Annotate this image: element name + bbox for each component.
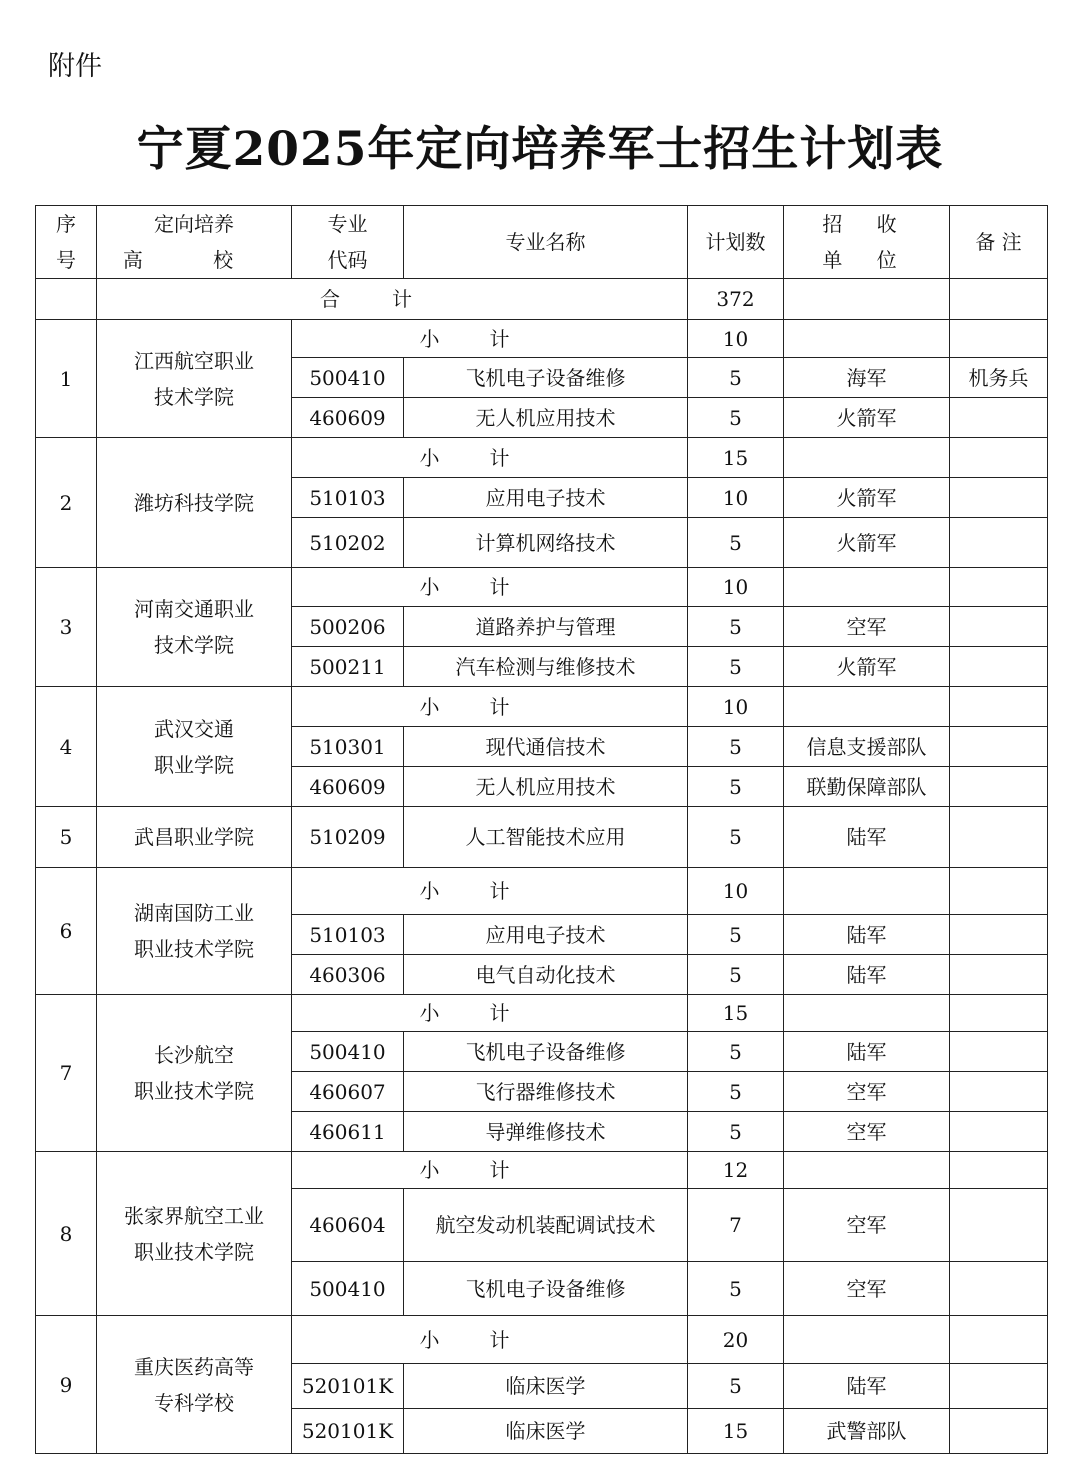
recruiting-unit: 火箭军: [784, 647, 950, 687]
plan-count: 5: [688, 358, 784, 398]
subtotal-remark-cell: [950, 868, 1048, 915]
subtotal-unit-cell: [784, 568, 950, 607]
school-name: 长沙航空 职业技术学院: [97, 995, 292, 1152]
school-name: 湖南国防工业 职业技术学院: [97, 868, 292, 995]
remark: [950, 1189, 1048, 1262]
plan-count: 5: [688, 1364, 784, 1409]
total-remark-cell: [950, 279, 1048, 320]
plan-count: 5: [688, 1032, 784, 1072]
subtotal-unit-cell: [784, 868, 950, 915]
school-seq: 9: [36, 1316, 97, 1454]
major-code: 520101K: [292, 1364, 404, 1409]
remark: [950, 767, 1048, 807]
major-code: 460306: [292, 955, 404, 995]
subtotal-unit-cell: [784, 995, 950, 1032]
recruiting-unit: 信息支援部队: [784, 727, 950, 767]
subtotal-unit-cell: [784, 438, 950, 478]
major-code: 500410: [292, 1262, 404, 1316]
major-code: 460609: [292, 398, 404, 438]
major-code: 500206: [292, 607, 404, 647]
school-name: 武昌职业学院: [97, 807, 292, 868]
subtotal-row: [36, 568, 1048, 607]
subtotal-remark-cell: [950, 438, 1048, 478]
plan-count: 5: [688, 807, 784, 868]
total-row: [36, 279, 1048, 320]
major-name: 临床医学: [404, 1409, 688, 1454]
school-name: 武汉交通 职业学院: [97, 687, 292, 807]
recruiting-unit: 武警部队: [784, 1409, 950, 1454]
major-name: 无人机应用技术: [404, 767, 688, 807]
subtotal-remark-cell: [950, 1316, 1048, 1364]
subtotal-count: 15: [688, 438, 784, 478]
recruiting-unit: 火箭军: [784, 398, 950, 438]
school-name: 江西航空职业 技术学院: [97, 320, 292, 438]
subtotal-row: [36, 868, 1048, 915]
recruiting-unit: 海军: [784, 358, 950, 398]
subtotal-label: 小计: [292, 1316, 688, 1364]
recruiting-unit: 联勤保障部队: [784, 767, 950, 807]
table-header-row: [36, 206, 1048, 279]
recruiting-unit: 空军: [784, 1189, 950, 1262]
subtotal-count: 10: [688, 320, 784, 358]
school-name: 河南交通职业 技术学院: [97, 568, 292, 687]
major-name: 道路养护与管理: [404, 607, 688, 647]
page-title: 宁夏2025年定向培养军士招生计划表: [136, 122, 944, 177]
subtotal-unit-cell: [784, 1316, 950, 1364]
major-code: 500410: [292, 358, 404, 398]
recruiting-unit: 陆军: [784, 915, 950, 955]
subtotal-label: 小计: [292, 320, 688, 358]
header-school: 定向培养 高 校: [97, 206, 292, 279]
remark: [950, 1262, 1048, 1316]
recruiting-unit: 陆军: [784, 807, 950, 868]
plan-count: 7: [688, 1189, 784, 1262]
remark: [950, 955, 1048, 995]
subtotal-count: 10: [688, 687, 784, 727]
major-code: 510301: [292, 727, 404, 767]
total-unit-cell: [784, 279, 950, 320]
recruiting-unit: 陆军: [784, 1032, 950, 1072]
recruiting-unit: 空军: [784, 1112, 950, 1152]
major-code: 460607: [292, 1072, 404, 1112]
subtotal-unit-cell: [784, 687, 950, 727]
school-seq: 8: [36, 1152, 97, 1316]
major-code: 510103: [292, 478, 404, 518]
subtotal-row: [36, 438, 1048, 478]
major-code: 500410: [292, 1032, 404, 1072]
recruiting-unit: 陆军: [784, 1364, 950, 1409]
remark: [950, 1032, 1048, 1072]
subtotal-remark-cell: [950, 568, 1048, 607]
plan-count: 5: [688, 518, 784, 568]
table-row: [36, 807, 1048, 868]
major-name: 汽车检测与维修技术: [404, 647, 688, 687]
total-count: 372: [688, 279, 784, 320]
major-code: 500211: [292, 647, 404, 687]
subtotal-row: [36, 320, 1048, 358]
recruiting-unit: 空军: [784, 1262, 950, 1316]
major-name: 飞行器维修技术: [404, 1072, 688, 1112]
school-seq: 4: [36, 687, 97, 807]
school-seq: 1: [36, 320, 97, 438]
attachment-label: 附件: [48, 51, 102, 82]
plan-count: 5: [688, 1112, 784, 1152]
major-name: 电气自动化技术: [404, 955, 688, 995]
major-code: 460604: [292, 1189, 404, 1262]
header-plan: 计划数: [688, 206, 784, 279]
major-name: 应用电子技术: [404, 915, 688, 955]
remark: [950, 1072, 1048, 1112]
subtotal-label: 小计: [292, 568, 688, 607]
header-remark: 备 注: [950, 206, 1048, 279]
subtotal-unit-cell: [784, 320, 950, 358]
plan-count: 5: [688, 1072, 784, 1112]
subtotal-label: 小计: [292, 438, 688, 478]
major-name: 航空发动机装配调试技术: [404, 1189, 688, 1262]
plan-count: 5: [688, 767, 784, 807]
recruiting-unit: 空军: [784, 607, 950, 647]
remark: [950, 647, 1048, 687]
major-code: 510103: [292, 915, 404, 955]
subtotal-count: 10: [688, 868, 784, 915]
recruiting-unit: 火箭军: [784, 518, 950, 568]
subtotal-label: 小计: [292, 1152, 688, 1189]
school-seq: 3: [36, 568, 97, 687]
plan-count: 15: [688, 1409, 784, 1454]
plan-count: 5: [688, 398, 784, 438]
remark: [950, 807, 1048, 868]
major-name: 导弹维修技术: [404, 1112, 688, 1152]
remark: [950, 478, 1048, 518]
total-label: 合计: [97, 279, 688, 320]
subtotal-remark-cell: [950, 995, 1048, 1032]
subtotal-count: 12: [688, 1152, 784, 1189]
school-seq: 6: [36, 868, 97, 995]
major-name: 人工智能技术应用: [404, 807, 688, 868]
major-code: 510202: [292, 518, 404, 568]
major-name: 飞机电子设备维修: [404, 358, 688, 398]
major-name: 无人机应用技术: [404, 398, 688, 438]
major-name: 飞机电子设备维修: [404, 1032, 688, 1072]
major-code: 510209: [292, 807, 404, 868]
remark: [950, 607, 1048, 647]
subtotal-remark-cell: [950, 687, 1048, 727]
plan-count: 5: [688, 955, 784, 995]
subtotal-count: 20: [688, 1316, 784, 1364]
major-code: 460611: [292, 1112, 404, 1152]
remark: [950, 1364, 1048, 1409]
recruiting-unit: 空军: [784, 1072, 950, 1112]
school-seq: 5: [36, 807, 97, 868]
header-unit: 招 收 单 位: [784, 206, 950, 279]
school-name: 张家界航空工业 职业技术学院: [97, 1152, 292, 1316]
header-major: 专业名称: [404, 206, 688, 279]
plan-count: 10: [688, 478, 784, 518]
subtotal-remark-cell: [950, 320, 1048, 358]
remark: [950, 727, 1048, 767]
major-name: 应用电子技术: [404, 478, 688, 518]
school-seq: 2: [36, 438, 97, 568]
subtotal-row: [36, 995, 1048, 1032]
major-code: 460609: [292, 767, 404, 807]
major-name: 计算机网络技术: [404, 518, 688, 568]
header-seq: 序 号: [36, 206, 97, 279]
enrollment-plan-table: [35, 205, 1048, 1454]
header-code: 专业 代码: [292, 206, 404, 279]
subtotal-count: 15: [688, 995, 784, 1032]
school-name: 潍坊科技学院: [97, 438, 292, 568]
remark: 机务兵: [950, 358, 1048, 398]
school-name: 重庆医药高等 专科学校: [97, 1316, 292, 1454]
recruiting-unit: 火箭军: [784, 478, 950, 518]
remark: [950, 518, 1048, 568]
subtotal-row: [36, 1316, 1048, 1364]
major-name: 现代通信技术: [404, 727, 688, 767]
subtotal-remark-cell: [950, 1152, 1048, 1189]
total-seq-cell: [36, 279, 97, 320]
subtotal-row: [36, 687, 1048, 727]
remark: [950, 915, 1048, 955]
school-seq: 7: [36, 995, 97, 1152]
plan-count: 5: [688, 727, 784, 767]
major-name: 临床医学: [404, 1364, 688, 1409]
remark: [950, 1409, 1048, 1454]
plan-count: 5: [688, 647, 784, 687]
subtotal-row: [36, 1152, 1048, 1189]
subtotal-unit-cell: [784, 1152, 950, 1189]
subtotal-label: 小计: [292, 687, 688, 727]
plan-count: 5: [688, 1262, 784, 1316]
subtotal-label: 小计: [292, 995, 688, 1032]
remark: [950, 1112, 1048, 1152]
major-name: 飞机电子设备维修: [404, 1262, 688, 1316]
subtotal-count: 10: [688, 568, 784, 607]
major-code: 520101K: [292, 1409, 404, 1454]
plan-count: 5: [688, 915, 784, 955]
subtotal-label: 小计: [292, 868, 688, 915]
recruiting-unit: 陆军: [784, 955, 950, 995]
plan-count: 5: [688, 607, 784, 647]
remark: [950, 398, 1048, 438]
